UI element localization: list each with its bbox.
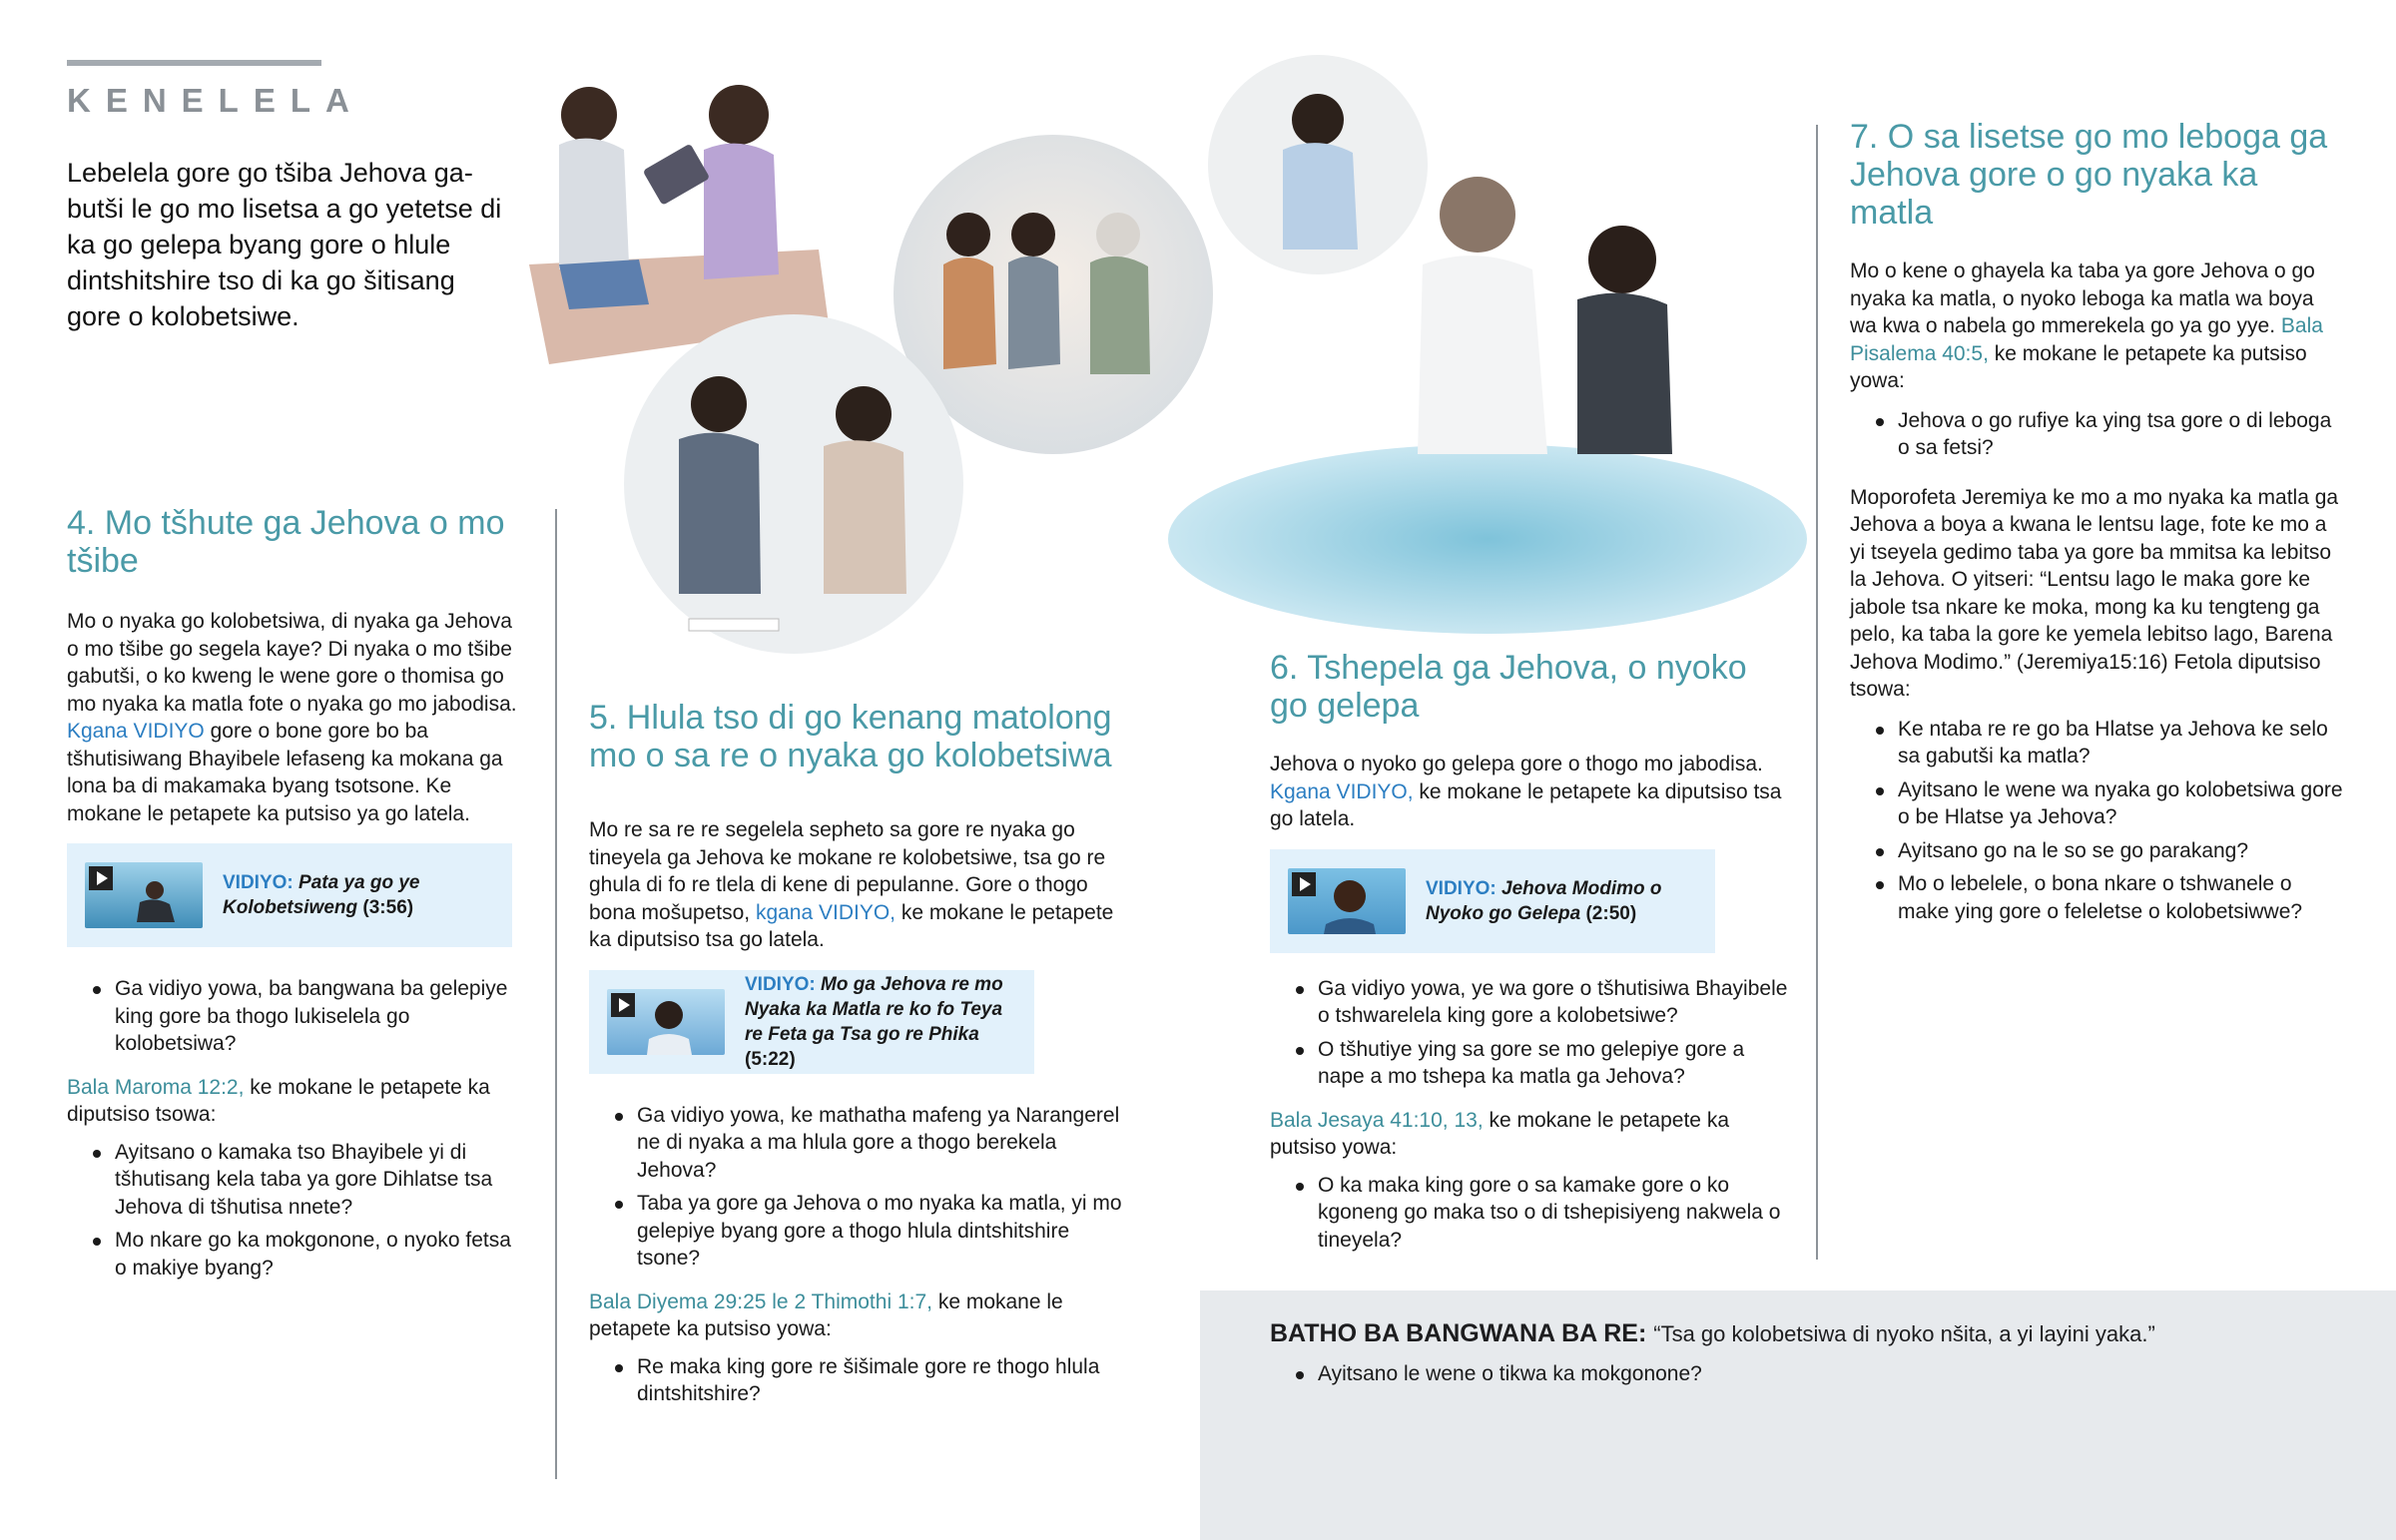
column-divider — [555, 509, 557, 1479]
others-say-label: BATHO BA BANGWANA BA RE: — [1270, 1319, 1647, 1347]
section-6-paragraph: Jehova o nyoko go gelepa gore o thogo mo jabodisa. Kgana VIDIYO, ke mokane le petapete ka diputsiso tsa go latela. — [1270, 753, 1782, 830]
video-caption: VIDIYO: Jehova Modimo o Nyoko go Gelepa (2:50) — [1426, 877, 1662, 924]
section-6 — [1270, 649, 1789, 1260]
video-link[interactable]: Kgana VIDIYO — [67, 720, 205, 743]
question-item: Mo nkare go ka mokgonone, o nyoko fetsa o makiye byang? — [115, 1227, 526, 1282]
question-item: Ayitsano le wene o tikwa ka mokgonone? — [1318, 1360, 2368, 1388]
question-item: Ayitsano le wene wa nyaka go kolobetsiwa gore o be Hlatse ya Jehova? — [1898, 776, 2344, 831]
question-item: Re maka king gore re šišimale gore re thogo hlula dintshitshire? — [637, 1353, 1133, 1408]
question-item: O ka maka king gore o sa kamake gore o ko kgoneng go maka tso o di tshepisiyeng nakwela o tineyela? — [1318, 1172, 1789, 1255]
section-5-paragraph: Mo re sa re re segelela sepheto sa gore re nyaka go tineyela ga Jehova ke mokane re kolobetsiwe, tsa go re ghula di fo re tlela di kene di pepulanne. Gore o thogo bona mošupetso, kgana VIDIYO, ke mokane le petapete ka diputsiso tsa go latela. — [589, 818, 1114, 951]
read-instruction: Bala Diyema 29:25 le 2 Thimothi 1:7, ke mokane le petapete ka putsiso yowa: — [589, 1289, 1063, 1340]
section-6-heading: 6. Tshepela ga Jehova, o nyoko go gelepa — [1270, 649, 1747, 725]
question-item: Ga vidiyo yowa, ba bangwana ba gelepiye king gore ba thogo lukiselela go kolobetsiwa? — [115, 975, 526, 1058]
question-item: Jehova o go rufiye ka ying tsa gore o di leboga o sa fetsi? — [1898, 407, 2344, 462]
video-caption: VIDIYO: Mo ga Jehova re mo Nyaka ka Matla re ko fo Teya re Feta ga Tsa go re Phika (5:22) — [745, 973, 1003, 1070]
video-card[interactable] — [1270, 849, 1715, 953]
column-divider — [1816, 125, 1818, 1260]
others-say-quote: “Tsa go kolobetsiwa di nyoko nšita, a yi layini yaka.” — [1653, 1321, 2155, 1346]
read-instruction: Bala Maroma 12:2, ke mokane le petapete ka diputsiso tsowa: — [67, 1075, 490, 1126]
video-thumbnail — [1288, 868, 1406, 934]
video-caption: VIDIYO: Pata ya go ye Kolobetsiweng (3:56) — [223, 872, 420, 918]
others-say-content — [1270, 1317, 2368, 1394]
scripture-link[interactable]: Bala Jesaya 41:10, 13, — [1270, 1108, 1484, 1132]
video-card[interactable] — [67, 843, 512, 947]
section-7-heading: 7. O sa lisetse go mo leboga ga Jehova gore o go nyaka ka matla — [1850, 118, 2328, 232]
section-4-heading: 4. Mo tšhute ga Jehova o mo tšibe — [67, 504, 505, 580]
question-item: Ayitsano o kamaka tso Bhayibele yi di tšhutisang kela taba ya gore Dihlatse tsa Jehova di tšhutisa nnete? — [115, 1139, 526, 1222]
question-item: Mo o lebelele, o bona nkare o tshwanele o make ying gore o feleletse o kolobetsiwwe? — [1898, 870, 2344, 925]
video-link[interactable]: Kgana VIDIYO, — [1270, 779, 1414, 803]
video-thumbnail — [85, 862, 203, 928]
question-item: Ke ntaba re re go ba Hlatse ya Jehova ke selo sa gabutši ka matla? — [1898, 716, 2344, 770]
question-item: O tšhutiye ying sa gore se mo gelepiye gore a nape a mo tshepa ka matla ga Jehova? — [1318, 1036, 1789, 1091]
section-4 — [67, 504, 526, 1287]
question-item: Taba ya gore ga Jehova o mo nyaka ka matla, yi mo gelepiye byang gore a thogo hlula dintshitshire tsone? — [637, 1190, 1133, 1273]
read-instruction: Bala Jesaya 41:10, 13, ke mokane le petapete ka putsiso yowa: — [1270, 1108, 1729, 1159]
section-7 — [1850, 118, 2344, 931]
question-item: Ga vidiyo yowa, ke mathatha mafeng ya Narangerel ne di nyaka a ma hlula gore a thogo berekela Jehova? — [637, 1102, 1133, 1185]
video-card[interactable] — [589, 970, 1034, 1074]
video-link[interactable]: kgana VIDIYO, — [755, 900, 897, 924]
section-7-paragraph-2: Moporofeta Jeremiya ke mo a mo nyaka ka matla ga Jehova a boya a kwana le lentsu lage, fote ke mo a yi tseyela gedimo taba ya gore ba mmitsa ka lebitso la Jehova. O yitseri: “Lentsu lago le maka gore ke jabole tsa nkare ke moka, mong ka ku tengteng ga pelo, ka taba la gore ke yemela lebitso lago, Barena Jehova Modimo.” (Jeremiya15:16) Fetola diputsiso tsowa: — [1850, 485, 2339, 701]
scripture-link[interactable]: Bala Diyema 29:25 le 2 Thimothi 1:7, — [589, 1289, 932, 1313]
scripture-link[interactable]: Bala Pisalema 40:5, — [1850, 314, 2323, 365]
question-item: Ayitsano go na le so se go parakang? — [1898, 837, 2344, 865]
section-4-paragraph: Mo o nyaka go kolobetsiwa, di nyaka ga Jehova o mo tšibe go segela kaye? Di nyaka o mo tšibe gabutši, o ko kweng le wene gore o thomisa go mo nyaka ka matla fote o nyaka go mo jabodisa. Kgana VIDIYO gore o bone gore bo ba tšhutisiwang Bhayibele lefaseng ka mokana ga lona ba di makamaka byang tsotsone. Ke mokane le petapete ka putsiso ya go latela. — [67, 610, 517, 825]
section-kicker: KENELELA — [67, 82, 364, 119]
intro-text: Lebelela gore go tšiba Jehova gabutši le go mo lisetsa a go yetetse di ka go gelepa byang gore o hlule dintshitshire tso di ka go šitisang gore o kolobetsiwe. — [67, 158, 502, 331]
section-5 — [589, 699, 1133, 1414]
video-thumbnail — [607, 989, 725, 1055]
question-item: Ga vidiyo yowa, ye wa gore o tšhutisiwa Bhayibele o tshwarelela king gore a kolobetsiwe? — [1318, 975, 1789, 1030]
workplace-scene-illustration — [624, 314, 963, 654]
section-7-paragraph: Mo o kene o ghayela ka taba ya gore Jehova o go nyaka ka matla, o nyoko leboga ka matla wa boya wa kwa o nabela go mmerekela go ya go yye. Bala Pisalema 40:5, ke mokane le petapete ka putsiso yowa: — [1850, 259, 2323, 392]
header-rule — [67, 60, 321, 66]
prayer-scene-illustration — [1208, 55, 1428, 274]
scripture-link[interactable]: Bala Maroma 12:2, — [67, 1075, 245, 1099]
illustration-collage — [489, 35, 1817, 674]
section-5-heading: 5. Hlula tso di go kenang matolong mo o sa re o nyaka go kolobetsiwa — [589, 699, 1112, 774]
